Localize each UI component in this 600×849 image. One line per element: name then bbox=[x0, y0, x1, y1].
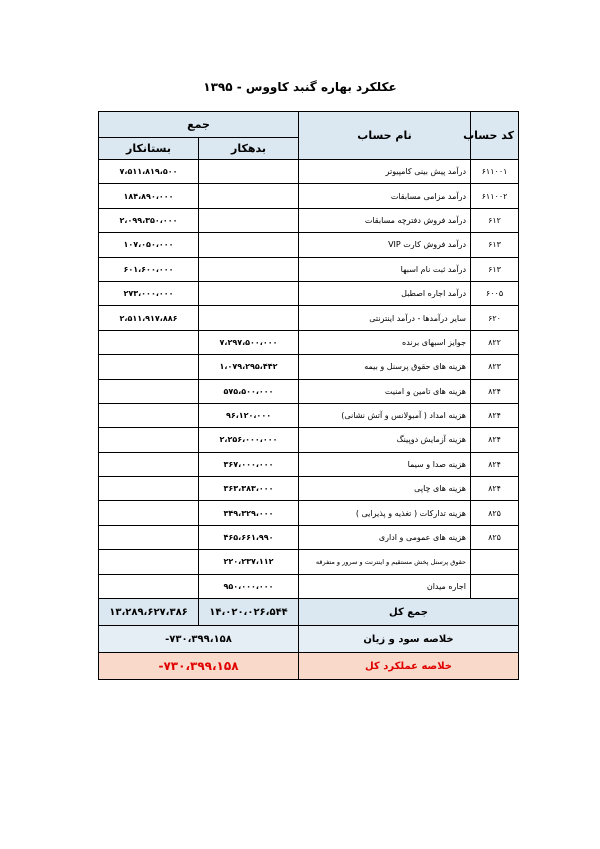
credit-value: ۱۸۴،۸۹۰،۰۰۰ bbox=[99, 184, 199, 208]
account-name: هزینه آزمایش دوپینگ bbox=[299, 428, 471, 452]
account-code bbox=[471, 550, 519, 574]
credit-value bbox=[99, 330, 199, 354]
account-name: درآمد اجاره اصطبل bbox=[299, 281, 471, 305]
total-credit: ۱۳،۲۸۹،۶۲۷،۳۸۶ bbox=[99, 599, 199, 626]
debit-value: ۱،۰۷۹،۲۹۵،۴۴۲ bbox=[199, 355, 299, 379]
account-code: ۶۱۳ bbox=[471, 257, 519, 281]
overall-row bbox=[99, 653, 519, 680]
table-body bbox=[99, 160, 519, 599]
table-row bbox=[99, 379, 519, 403]
account-code: ۶۱۳ bbox=[471, 233, 519, 257]
header-credit: بستانکار bbox=[99, 138, 199, 160]
account-name: جوایز اسبهای برنده bbox=[299, 330, 471, 354]
header-name: نام حساب bbox=[299, 112, 471, 160]
table-row bbox=[99, 452, 519, 476]
table-row bbox=[99, 257, 519, 281]
credit-value: ۲۷۳،۰۰۰،۰۰۰ bbox=[99, 281, 199, 305]
page-title: عکلکرد بهاره گنبد کاووس - ۱۳۹۵ bbox=[203, 80, 397, 94]
table-row bbox=[99, 281, 519, 305]
account-name: حقوق پرسنل پخش مستقیم و اینترنت و سرور و متفرقه bbox=[299, 550, 471, 574]
credit-value bbox=[99, 355, 199, 379]
debit-value bbox=[199, 257, 299, 281]
debit-value: ۴۶۵،۶۶۱،۹۹۰ bbox=[199, 525, 299, 549]
account-name: هزینه های عمومی و اداری bbox=[299, 525, 471, 549]
account-name: هزینه صدا و سیما bbox=[299, 452, 471, 476]
account-code: ۸۲۴ bbox=[471, 428, 519, 452]
debit-value bbox=[199, 184, 299, 208]
table-row bbox=[99, 501, 519, 525]
account-code: ۸۲۳ bbox=[471, 355, 519, 379]
table-row bbox=[99, 428, 519, 452]
account-code bbox=[471, 574, 519, 598]
credit-value bbox=[99, 501, 199, 525]
credit-value: ۲،۰۹۹،۳۵۰،۰۰۰ bbox=[99, 208, 199, 232]
account-code: ۸۲۵ bbox=[471, 525, 519, 549]
profit-value: -۷۳۰،۳۹۹،۱۵۸ bbox=[99, 626, 299, 653]
debit-value bbox=[199, 208, 299, 232]
credit-value bbox=[99, 379, 199, 403]
table-row bbox=[99, 306, 519, 330]
debit-value bbox=[199, 160, 299, 184]
debit-value: ۹۶،۱۲۰،۰۰۰ bbox=[199, 403, 299, 427]
debit-value: ۵۷۵،۵۰۰،۰۰۰ bbox=[199, 379, 299, 403]
debit-value: ۲۲۰،۲۳۷،۱۱۲ bbox=[199, 550, 299, 574]
credit-value bbox=[99, 403, 199, 427]
total-label: جمع کل bbox=[299, 599, 519, 626]
account-code: ۸۲۴ bbox=[471, 403, 519, 427]
header-debit: بدهکار bbox=[199, 138, 299, 160]
overall-label: خلاصه عملکرد کل bbox=[299, 653, 519, 680]
credit-value bbox=[99, 452, 199, 476]
credit-value bbox=[99, 525, 199, 549]
account-code: ۸۲۴ bbox=[471, 452, 519, 476]
debit-value: ۳۶۳،۳۸۳،۰۰۰ bbox=[199, 477, 299, 501]
debit-value bbox=[199, 233, 299, 257]
account-name: اجاره میدان bbox=[299, 574, 471, 598]
account-name: درآمد فروش دفترچه مسابقات bbox=[299, 208, 471, 232]
table-row bbox=[99, 208, 519, 232]
credit-value: ۱۰۷،۰۵۰،۰۰۰ bbox=[99, 233, 199, 257]
account-code: ۸۲۴ bbox=[471, 477, 519, 501]
table-row bbox=[99, 233, 519, 257]
credit-value: ۶۰۱،۶۰۰،۰۰۰ bbox=[99, 257, 199, 281]
account-code: ۶۱۲ bbox=[471, 208, 519, 232]
table-row bbox=[99, 184, 519, 208]
account-code: ۸۲۲ bbox=[471, 330, 519, 354]
profit-label: خلاصه سود و زیان bbox=[299, 626, 519, 653]
account-code: ۶۰۰۵ bbox=[471, 281, 519, 305]
table-row bbox=[99, 477, 519, 501]
account-code: ۸۲۴ bbox=[471, 379, 519, 403]
credit-value bbox=[99, 477, 199, 501]
account-code: ۶۲۰ bbox=[471, 306, 519, 330]
debit-value: ۹۵۰،۰۰۰،۰۰۰ bbox=[199, 574, 299, 598]
table-row bbox=[99, 525, 519, 549]
total-debit: ۱۴،۰۲۰،۰۲۶،۵۴۴ bbox=[199, 599, 299, 626]
account-name: درآمد فروش کارت VIP bbox=[299, 233, 471, 257]
account-name: هزینه های چاپی bbox=[299, 477, 471, 501]
account-code: ۸۲۵ bbox=[471, 501, 519, 525]
account-name: هزینه های حقوق پرسنل و بیمه bbox=[299, 355, 471, 379]
debit-value: ۳۴۹،۳۲۹،۰۰۰ bbox=[199, 501, 299, 525]
account-code: ۶۱۱۰۰۱ bbox=[471, 160, 519, 184]
credit-value bbox=[99, 550, 199, 574]
table-row bbox=[99, 403, 519, 427]
header-code: کد حساب bbox=[471, 112, 519, 160]
credit-value bbox=[99, 428, 199, 452]
credit-value bbox=[99, 574, 199, 598]
debit-value bbox=[199, 306, 299, 330]
debit-value bbox=[199, 281, 299, 305]
table-row bbox=[99, 160, 519, 184]
debit-value: ۲،۲۵۶،۰۰۰،۰۰۰ bbox=[199, 428, 299, 452]
overall-value: -۷۳۰،۳۹۹،۱۵۸ bbox=[99, 653, 299, 680]
account-name: سایر درآمدها - درآمد اینترنتی bbox=[299, 306, 471, 330]
profit-row bbox=[99, 626, 519, 653]
header-sum: جمع bbox=[99, 112, 299, 138]
account-name: هزینه امداد ( آمبولانس و آتش نشانی) bbox=[299, 403, 471, 427]
performance-table bbox=[98, 111, 519, 680]
credit-value: ۲،۵۱۱،۹۱۷،۸۸۶ bbox=[99, 306, 199, 330]
table-row bbox=[99, 574, 519, 598]
account-name: درآمد مزامی مسابقات bbox=[299, 184, 471, 208]
account-code: ۶۱۱۰۰۲ bbox=[471, 184, 519, 208]
account-name: درآمد ثبت نام اسبها bbox=[299, 257, 471, 281]
total-row bbox=[99, 599, 519, 626]
table-row bbox=[99, 355, 519, 379]
debit-value: ۳۶۷،۰۰۰،۰۰۰ bbox=[199, 452, 299, 476]
account-name: درآمد پیش بینی کامپیوتر bbox=[299, 160, 471, 184]
account-name: هزینه تدارکات ( تغذیه و پذیرایی ) bbox=[299, 501, 471, 525]
table-row bbox=[99, 330, 519, 354]
account-name: هزینه های تامین و امنیت bbox=[299, 379, 471, 403]
table-row bbox=[99, 550, 519, 574]
credit-value: ۷،۵۱۱،۸۱۹،۵۰۰ bbox=[99, 160, 199, 184]
debit-value: ۷،۲۹۷،۵۰۰،۰۰۰ bbox=[199, 330, 299, 354]
